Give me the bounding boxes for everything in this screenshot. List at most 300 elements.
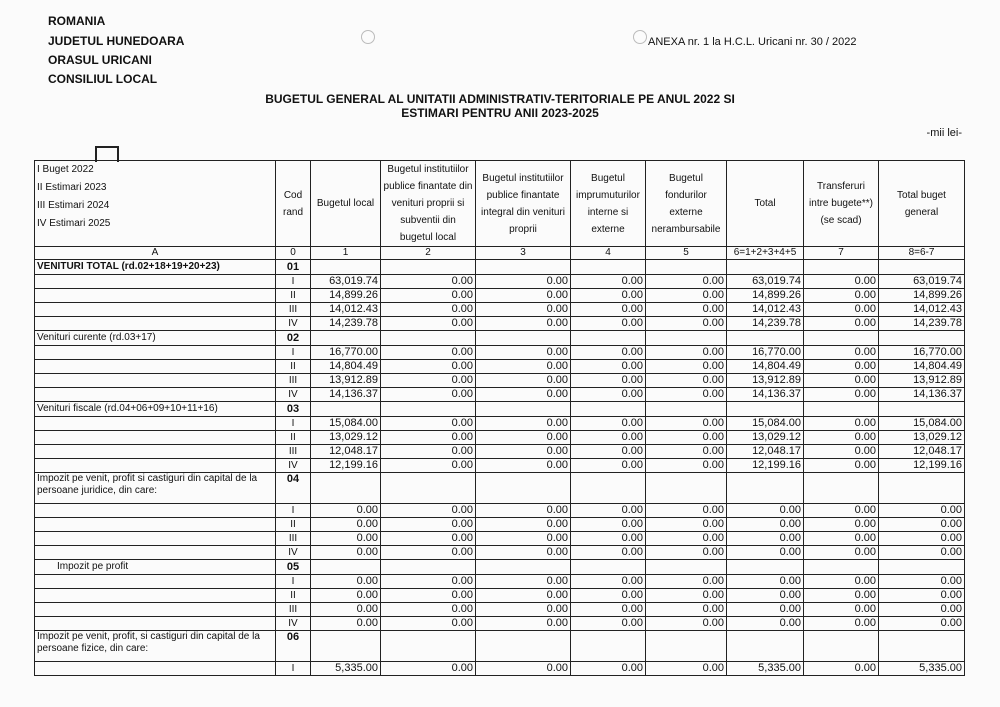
empty-label-cell [35,518,276,532]
value-cell: 14,239.78 [727,317,804,331]
empty-cell [804,331,879,346]
value-cell: 0.00 [571,388,646,402]
value-cell: 0.00 [646,303,727,317]
index-cell: 3 [476,247,571,260]
year-code-cell: II [276,360,311,374]
value-cell: 0.00 [381,374,476,388]
value-cell: 0.00 [381,589,476,603]
value-cell: 0.00 [571,317,646,331]
value-cell: 0.00 [311,603,381,617]
year-code-cell: I [276,575,311,589]
empty-label-cell [35,459,276,473]
index-cell: 4 [571,247,646,260]
table-row [35,289,965,303]
title-line-1: BUGETUL GENERAL AL UNITATII ADMINISTRATIV-TERITORIALE PE ANUL 2022 SI [265,92,735,106]
value-cell: 0.00 [476,374,571,388]
col-header: Total buget general [879,161,965,247]
value-cell: 14,012.43 [311,303,381,317]
value-cell: 0.00 [646,546,727,560]
empty-cell [727,331,804,346]
value-cell: 16,770.00 [727,346,804,360]
value-cell: 0.00 [381,303,476,317]
section-row [35,331,965,346]
table-row [35,589,965,603]
header-country: ROMANIA [48,14,106,28]
value-cell: 0.00 [381,575,476,589]
value-cell: 0.00 [311,546,381,560]
empty-cell [381,402,476,417]
value-cell: 0.00 [311,617,381,631]
col-header: Bugetul fondurilor externe nerambursabile [646,161,727,247]
value-cell: 0.00 [727,617,804,631]
section-cod: 05 [276,560,311,575]
value-cell: 0.00 [804,303,879,317]
value-cell: 63,019.74 [879,275,965,289]
index-cell: 1 [311,247,381,260]
value-cell: 12,048.17 [879,445,965,459]
value-cell: 0.00 [476,388,571,402]
cod-rand-header: Cod rand [276,161,311,247]
year-code-cell: II [276,518,311,532]
punch-hole-mark [633,30,647,44]
empty-cell [311,331,381,346]
empty-label-cell [35,317,276,331]
col-header: Bugetul local [311,161,381,247]
legend-line: III Estimari 2024 [37,200,110,211]
section-cod: 02 [276,331,311,346]
value-cell: 0.00 [646,459,727,473]
table-header-row [35,161,965,247]
empty-cell [646,560,727,575]
value-cell: 0.00 [804,575,879,589]
value-cell: 0.00 [571,532,646,546]
col-header: Bugetul institutiilor publice finantate din venituri proprii si subventii din bugetul local [381,161,476,247]
section-label: Venituri fiscale (rd.04+06+09+10+11+16) [35,402,276,417]
value-cell: 0.00 [476,518,571,532]
value-cell: 0.00 [476,445,571,459]
col-header: Bugetul institutiilor publice finantate integral din venituri proprii [476,161,571,247]
empty-cell [646,473,727,504]
empty-cell [646,402,727,417]
empty-label-cell [35,303,276,317]
value-cell: 0.00 [727,532,804,546]
value-cell: 0.00 [879,575,965,589]
value-cell: 0.00 [804,662,879,676]
value-cell: 0.00 [804,346,879,360]
value-cell: 0.00 [646,346,727,360]
empty-cell [571,331,646,346]
value-cell: 0.00 [476,459,571,473]
value-cell: 0.00 [804,289,879,303]
year-code-cell: III [276,374,311,388]
index-cell: 2 [381,247,476,260]
empty-cell [381,473,476,504]
year-code-cell: I [276,417,311,431]
value-cell: 14,239.78 [879,317,965,331]
col-header: Bugetul imprumuturilor interne si externe [571,161,646,247]
value-cell: 0.00 [879,617,965,631]
value-cell: 0.00 [476,289,571,303]
empty-cell [571,473,646,504]
value-cell: 0.00 [571,417,646,431]
value-cell: 14,804.49 [879,360,965,374]
index-cell: 6=1+2+3+4+5 [727,247,804,260]
value-cell: 0.00 [804,617,879,631]
empty-label-cell [35,662,276,676]
empty-cell [879,473,965,504]
value-cell: 0.00 [476,589,571,603]
year-code-cell: II [276,289,311,303]
value-cell: 0.00 [476,662,571,676]
value-cell: 0.00 [571,445,646,459]
value-cell: 0.00 [646,589,727,603]
value-cell: 0.00 [571,374,646,388]
unit-label: -mii lei- [926,127,962,139]
value-cell: 14,804.49 [727,360,804,374]
empty-cell [879,402,965,417]
empty-cell [476,402,571,417]
value-cell: 0.00 [646,518,727,532]
value-cell: 0.00 [646,317,727,331]
empty-cell [381,560,476,575]
empty-cell [804,473,879,504]
value-cell: 0.00 [381,459,476,473]
value-cell: 13,912.89 [311,374,381,388]
value-cell: 0.00 [804,546,879,560]
year-code-cell: I [276,504,311,518]
value-cell: 0.00 [571,617,646,631]
value-cell: 0.00 [381,532,476,546]
index-cell: 5 [646,247,727,260]
index-cell: 8=6-7 [879,247,965,260]
value-cell: 0.00 [804,603,879,617]
value-cell: 12,048.17 [311,445,381,459]
value-cell: 0.00 [804,317,879,331]
value-cell: 16,770.00 [311,346,381,360]
empty-cell [476,260,571,275]
value-cell: 0.00 [646,417,727,431]
value-cell: 0.00 [727,589,804,603]
table-row [35,431,965,445]
value-cell: 0.00 [571,575,646,589]
table-row [35,445,965,459]
empty-cell [727,473,804,504]
value-cell: 0.00 [476,431,571,445]
value-cell: 14,136.37 [311,388,381,402]
empty-cell [727,260,804,275]
empty-label-cell [35,431,276,445]
empty-cell [476,631,571,662]
value-cell: 63,019.74 [727,275,804,289]
value-cell: 16,770.00 [879,346,965,360]
table-row [35,317,965,331]
empty-label-cell [35,374,276,388]
year-code-cell: III [276,445,311,459]
table-row [35,303,965,317]
value-cell: 0.00 [804,589,879,603]
value-cell: 0.00 [571,662,646,676]
empty-cell [879,560,965,575]
empty-cell [476,331,571,346]
section-label: Impozit pe profit [35,560,276,575]
index-cell: 7 [804,247,879,260]
value-cell: 15,084.00 [879,417,965,431]
section-label: Impozit pe venit, profit, si castiguri din capital de la persoane fizice, din care: [35,631,276,662]
value-cell: 0.00 [381,317,476,331]
budget-table [34,160,965,676]
section-row [35,560,965,575]
value-cell: 0.00 [381,445,476,459]
table-row [35,662,965,676]
value-cell: 0.00 [476,346,571,360]
section-label: VENITURI TOTAL (rd.02+18+19+20+23) [35,260,276,275]
document-title [0,92,1000,120]
value-cell: 0.00 [381,617,476,631]
table-row [35,360,965,374]
empty-cell [571,631,646,662]
value-cell: 0.00 [879,518,965,532]
value-cell: 0.00 [646,431,727,445]
empty-cell [571,402,646,417]
header-county: JUDETUL HUNEDOARA [48,34,185,48]
empty-cell [381,631,476,662]
value-cell: 12,199.16 [311,459,381,473]
value-cell: 0.00 [646,662,727,676]
value-cell: 0.00 [879,504,965,518]
value-cell: 0.00 [879,589,965,603]
value-cell: 0.00 [804,518,879,532]
empty-cell [476,560,571,575]
index-cell: A [35,247,276,260]
value-cell: 0.00 [646,575,727,589]
year-code-cell: IV [276,317,311,331]
empty-cell [381,331,476,346]
value-cell: 0.00 [381,289,476,303]
value-cell: 12,199.16 [727,459,804,473]
table-row [35,603,965,617]
value-cell: 0.00 [381,346,476,360]
value-cell: 0.00 [804,417,879,431]
value-cell: 0.00 [381,504,476,518]
table-row [35,459,965,473]
value-cell: 12,199.16 [879,459,965,473]
value-cell: 0.00 [571,289,646,303]
value-cell: 0.00 [311,589,381,603]
value-cell: 0.00 [804,275,879,289]
value-cell: 0.00 [646,388,727,402]
empty-label-cell [35,532,276,546]
table-row [35,546,965,560]
year-code-cell: I [276,346,311,360]
empty-cell [311,260,381,275]
value-cell: 0.00 [646,617,727,631]
empty-label-cell [35,504,276,518]
empty-label-cell [35,575,276,589]
empty-cell [879,631,965,662]
value-cell: 0.00 [381,388,476,402]
value-cell: 5,335.00 [879,662,965,676]
value-cell: 14,136.37 [727,388,804,402]
value-cell: 0.00 [646,603,727,617]
year-code-cell: IV [276,459,311,473]
empty-cell [311,631,381,662]
empty-label-cell [35,617,276,631]
value-cell: 0.00 [646,374,727,388]
value-cell: 0.00 [646,445,727,459]
empty-cell [311,473,381,504]
table-row [35,374,965,388]
table-row [35,275,965,289]
col-header: Transferuri intre bugete**) (se scad) [804,161,879,247]
value-cell: 0.00 [804,431,879,445]
table-row [35,518,965,532]
value-cell: 0.00 [804,445,879,459]
title-line-2: ESTIMARI PENTRU ANII 2023-2025 [401,106,599,120]
legend-line: IV Estimari 2025 [37,218,111,229]
header-town: ORASUL URICANI [48,53,152,67]
value-cell: 0.00 [381,275,476,289]
value-cell: 0.00 [381,662,476,676]
value-cell: 13,912.89 [727,374,804,388]
value-cell: 13,912.89 [879,374,965,388]
value-cell: 0.00 [804,360,879,374]
annex-reference: ANEXA nr. 1 la H.C.L. Uricani nr. 30 / 2022 [648,36,857,48]
value-cell: 0.00 [646,289,727,303]
col-header: Total [727,161,804,247]
section-row [35,631,965,662]
empty-cell [311,560,381,575]
section-cod: 06 [276,631,311,662]
value-cell: 0.00 [571,546,646,560]
value-cell: 14,899.26 [727,289,804,303]
section-label: Venituri curente (rd.03+17) [35,331,276,346]
table-row [35,346,965,360]
value-cell: 14,012.43 [727,303,804,317]
empty-cell [804,260,879,275]
year-code-cell: IV [276,546,311,560]
value-cell: 14,899.26 [879,289,965,303]
value-cell: 0.00 [571,589,646,603]
value-cell: 0.00 [804,459,879,473]
empty-cell [727,402,804,417]
value-cell: 0.00 [571,346,646,360]
empty-label-cell [35,445,276,459]
section-cod: 04 [276,473,311,504]
year-code-cell: II [276,589,311,603]
value-cell: 0.00 [571,459,646,473]
section-row [35,402,965,417]
legend-line: II Estimari 2023 [37,182,107,193]
year-code-cell: IV [276,617,311,631]
empty-label-cell [35,589,276,603]
value-cell: 0.00 [571,275,646,289]
value-cell: 0.00 [571,603,646,617]
value-cell: 0.00 [311,518,381,532]
header-council: CONSILIUL LOCAL [48,72,158,86]
table-row [35,617,965,631]
value-cell: 12,048.17 [727,445,804,459]
table-row [35,575,965,589]
legend-cell [35,161,276,247]
value-cell: 14,136.37 [879,388,965,402]
value-cell: 63,019.74 [311,275,381,289]
empty-cell [381,260,476,275]
value-cell: 0.00 [311,575,381,589]
value-cell: 5,335.00 [727,662,804,676]
value-cell: 0.00 [311,532,381,546]
value-cell: 0.00 [804,374,879,388]
value-cell: 14,899.26 [311,289,381,303]
empty-cell [646,631,727,662]
value-cell: 0.00 [311,504,381,518]
value-cell: 0.00 [381,431,476,445]
value-cell: 0.00 [571,518,646,532]
section-row [35,473,965,504]
value-cell: 0.00 [476,303,571,317]
year-code-cell: III [276,303,311,317]
empty-label-cell [35,603,276,617]
empty-label-cell [35,275,276,289]
value-cell: 0.00 [571,360,646,374]
value-cell: 0.00 [727,504,804,518]
empty-cell [727,560,804,575]
value-cell: 0.00 [879,546,965,560]
value-cell: 0.00 [571,303,646,317]
value-cell: 0.00 [476,546,571,560]
empty-label-cell [35,546,276,560]
value-cell: 0.00 [476,360,571,374]
value-cell: 0.00 [804,532,879,546]
empty-label-cell [35,346,276,360]
value-cell: 0.00 [646,275,727,289]
table-body [35,260,965,676]
value-cell: 0.00 [879,532,965,546]
year-code-cell: IV [276,388,311,402]
year-code-cell: I [276,662,311,676]
year-code-cell: III [276,603,311,617]
value-cell: 0.00 [381,518,476,532]
table-row [35,417,965,431]
value-cell: 0.00 [879,603,965,617]
empty-cell [571,260,646,275]
table-row [35,388,965,402]
value-cell: 0.00 [727,603,804,617]
empty-cell [571,560,646,575]
value-cell: 13,029.12 [727,431,804,445]
value-cell: 0.00 [476,575,571,589]
value-cell: 15,084.00 [727,417,804,431]
value-cell: 0.00 [646,532,727,546]
value-cell: 0.00 [476,603,571,617]
empty-cell [804,631,879,662]
table-row [35,532,965,546]
value-cell: 0.00 [476,275,571,289]
empty-label-cell [35,289,276,303]
value-cell: 0.00 [571,504,646,518]
value-cell: 0.00 [727,518,804,532]
value-cell: 13,029.12 [311,431,381,445]
value-cell: 0.00 [571,431,646,445]
legend-line: I Buget 2022 [37,164,94,175]
value-cell: 0.00 [476,417,571,431]
value-cell: 14,804.49 [311,360,381,374]
value-cell: 0.00 [381,546,476,560]
section-cod: 03 [276,402,311,417]
value-cell: 0.00 [804,388,879,402]
table-row [35,504,965,518]
value-cell: 0.00 [727,546,804,560]
value-cell: 14,012.43 [879,303,965,317]
